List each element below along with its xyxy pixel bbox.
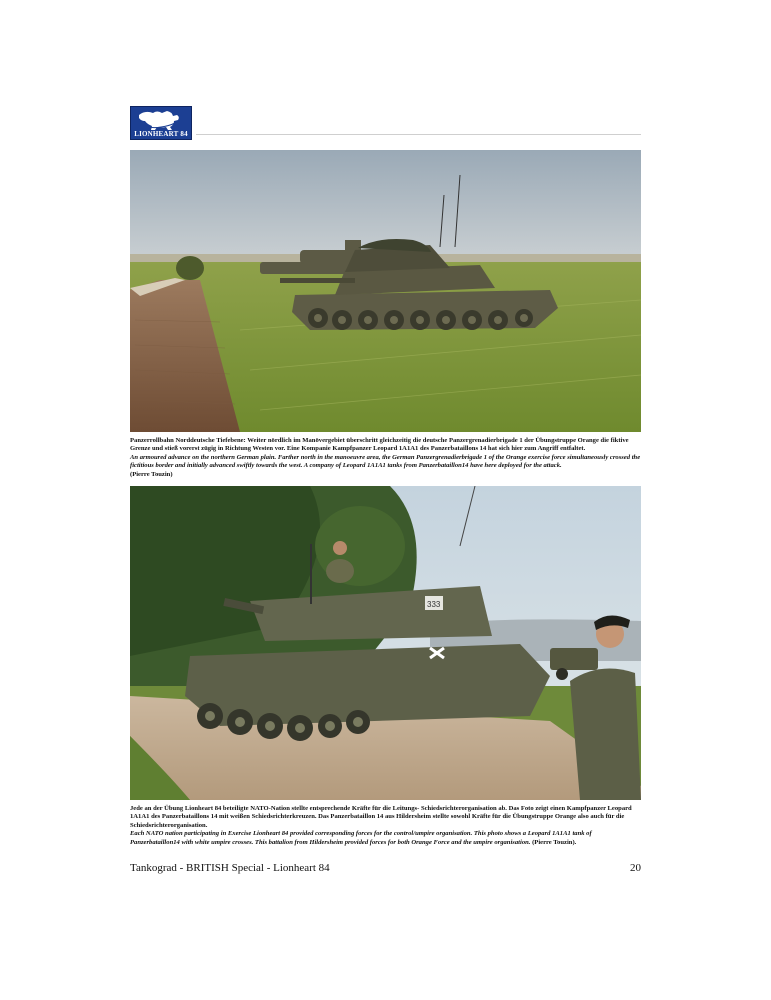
caption-1-english: An armoured advance on the northern German plain. Farther north in the manoeuvre area, the German Panzergrenadierbrigade 1 of the Orange exercise force simultaneously crossed the fictitious border and initially advanced swiftly towards the west. A company of Leopard 1A1A1 tanks from Panzerbataillon14 have here deployed for the attack.	[130, 453, 641, 470]
turret-number: 333	[427, 600, 441, 609]
caption-2-credit: (Pierre Touzin).	[532, 838, 577, 846]
caption-1-german: Panzerrollbahn Norddeutsche Tiefebene: Weiter nördlich im Manövergebiet überschritt gleichzeitig die deutsche Panzergrenadierbrigade 1 der Übungstruppe Orange die fiktive Grenze und stieß vorerst zügig in Richtung Westen vor. Eine Kompanie Kampfpanzer Leopard 1A1A1 des Panzerbataillons 14 hat sich hier zum Angriff entfaltet.	[130, 437, 629, 453]
caption-2	[130, 805, 641, 847]
header-rule	[196, 134, 641, 135]
caption-1-credit: (Pierre Touzin)	[130, 470, 173, 478]
caption-2-german: Jede an der Übung Lionheart 84 beteiligte NATO-Nation stellte entsprechende Kräfte für die Leitungs- Schiedsrichterorganisation ab. Das Foto zeigt einen Kampfpanzer Leopard 1A1A1 des Panzerbataillons 14 mit weißen Schiedsrichterkreuzen. Das Panzerbataillon 14 aus Hildersheim stellte sowohl Kräfte für die Übungstruppe Orange also auch für die Schiedsrichterorganisation.	[130, 805, 632, 829]
footer-title: Tankograd - BRITISH Special - Lionheart 84	[130, 862, 330, 874]
tank-road-photo	[130, 486, 641, 800]
caption-2-english	[130, 830, 641, 847]
caption-2-english-text: Each NATO nation participating in Exercise Lionheart 84 provided corresponding forces for the control/umpire organisation. This photo shows a Leopard 1A1A1 tank of Panzerbataillon14 with white umpire crosses. This battalion from Hildersheim provided forces for both Orange Force and the umpire organisation.	[130, 830, 592, 846]
caption-1	[130, 437, 641, 479]
lionheart-logo	[130, 106, 192, 140]
logo-text: LIONHEART 84	[134, 130, 188, 138]
tank-field-photo	[130, 150, 641, 432]
page-number: 20	[630, 862, 641, 874]
